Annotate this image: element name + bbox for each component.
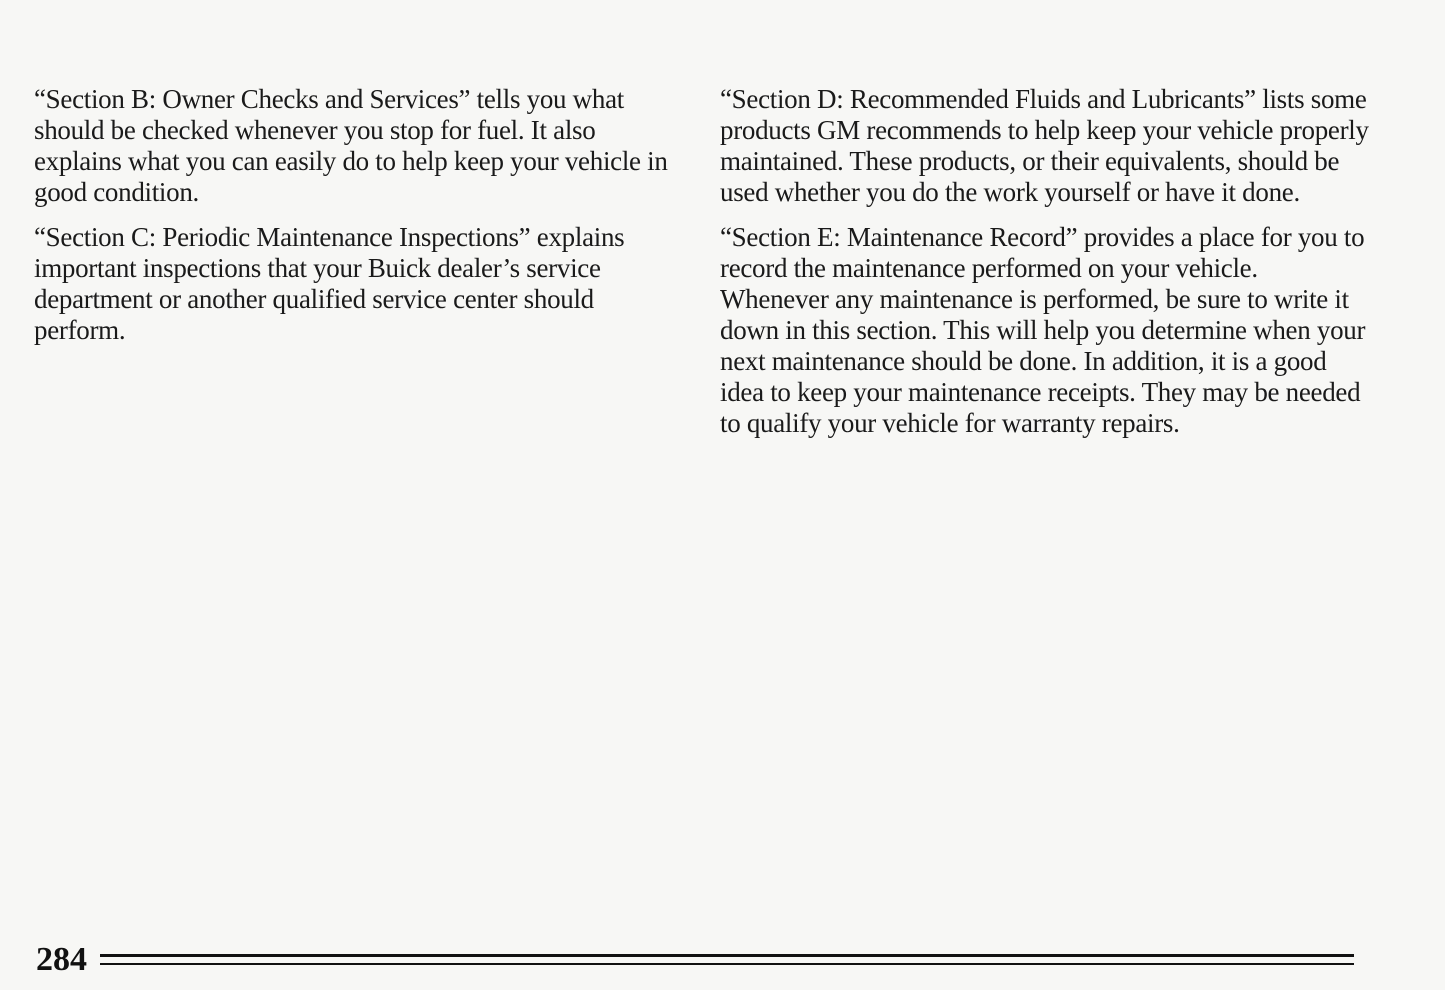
paragraph-section-d: “Section D: Recommended Fluids and Lubricants” lists some products GM recommends to help keep your vehicle properly maintained. These products, or their equivalents, should be used whether you do the work yourself or have it done. bbox=[720, 84, 1369, 207]
page-footer bbox=[36, 940, 1354, 980]
paragraph-section-c: “Section C: Periodic Maintenance Inspections” explains important inspections that your Buick dealer’s service department or another qualified service center should perform. bbox=[34, 222, 625, 345]
paragraph-section-b: “Section B: Owner Checks and Services” tells you what should be checked whenever you stop for fuel. It also explains what you can easily do to help keep your vehicle in good condition. bbox=[34, 84, 668, 207]
left-column bbox=[34, 84, 674, 360]
page-number: 284 bbox=[36, 941, 87, 978]
paragraph-section-e: “Section E: Maintenance Record” provides a place for you to record the maintenance performed on your vehicle. Whenever any maintenance is performed, be sure to write it down in this section. This will help you determine when your next maintenance should be done. In addition, it is a good idea to keep your maintenance receipts. They may be needed to qualify your vehicle for warranty repairs. bbox=[720, 222, 1366, 438]
footer-rule-bottom bbox=[100, 963, 1354, 965]
footer-rule-top bbox=[100, 954, 1354, 957]
right-column bbox=[720, 84, 1370, 453]
